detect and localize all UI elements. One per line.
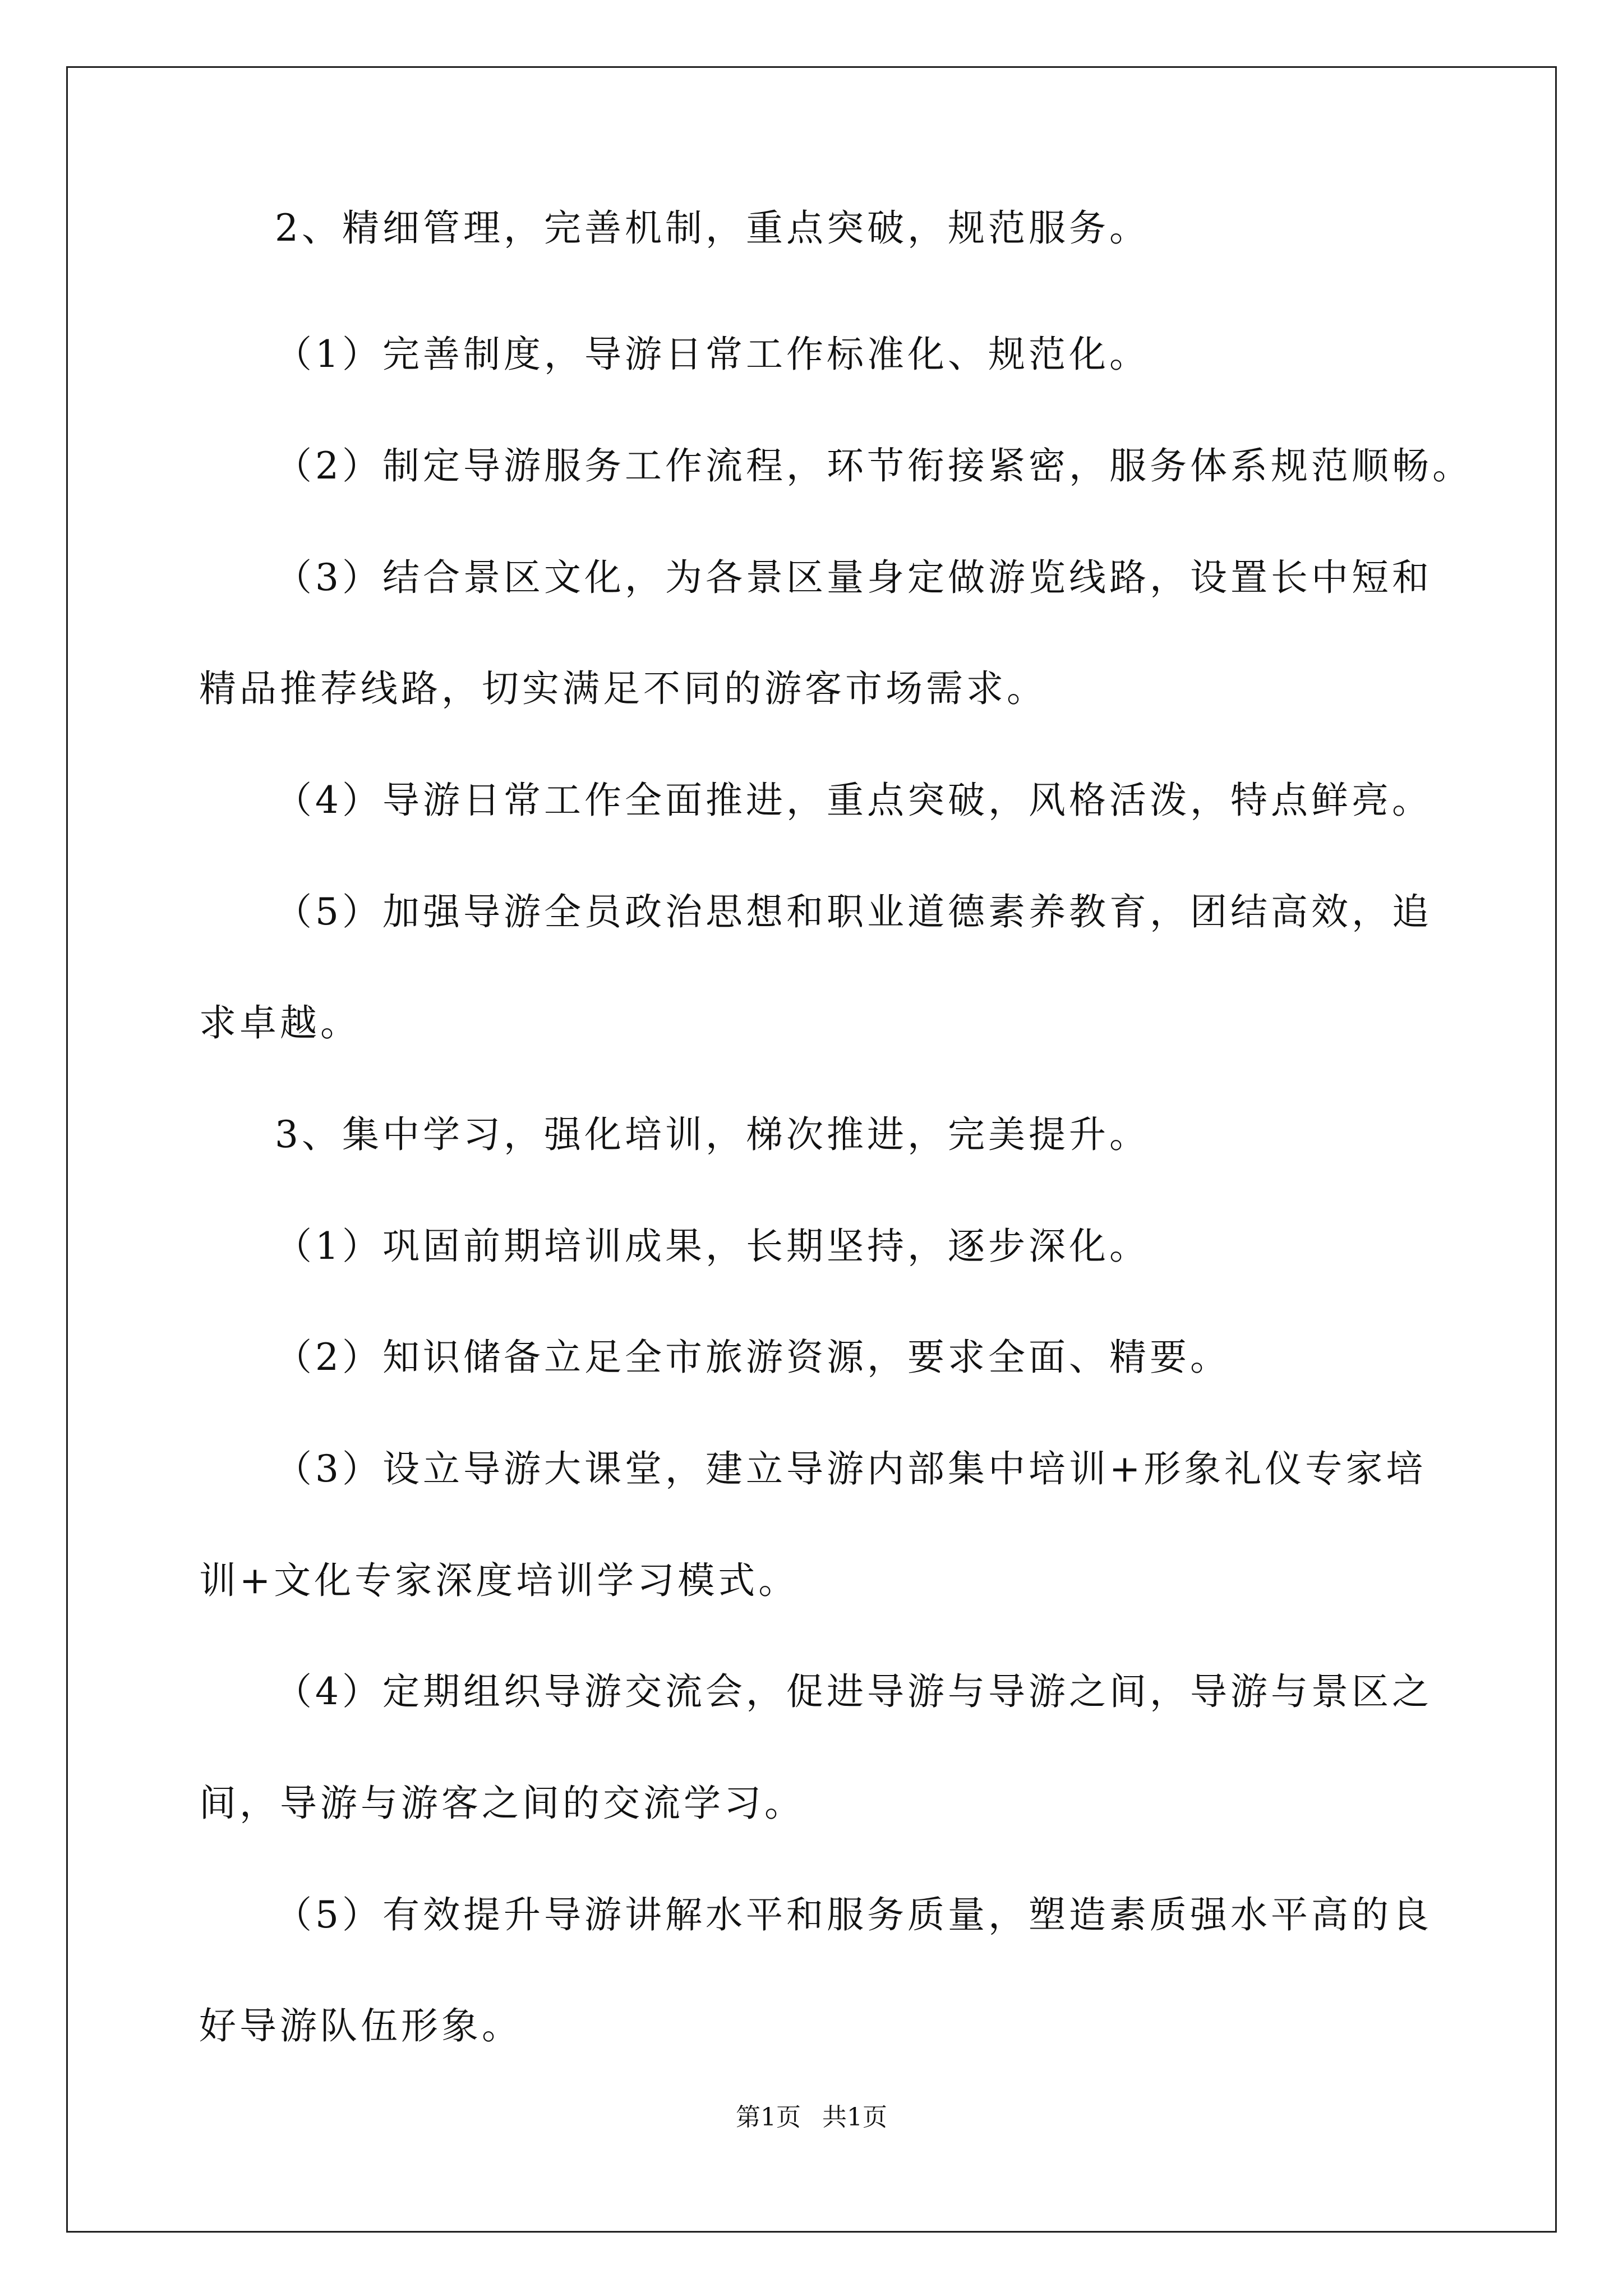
paragraph-line: 训+文化专家深度培训学习模式。 <box>199 1559 799 1602</box>
paragraph-line: （2）知识储备立足全市旅游资源，要求全面、精要。 <box>275 1336 1230 1379</box>
paragraph-line: 求卓越。 <box>199 1001 361 1045</box>
paragraph-line: （2）制定导游服务工作流程，环节衔接紧密，服务体系规范顺畅。 <box>275 444 1473 487</box>
paragraph-line: （1）巩固前期培训成果，长期坚持，逐步深化。 <box>275 1225 1150 1268</box>
page-number-total: 共1页 <box>822 2103 887 2132</box>
paragraph-line: （5）有效提升导游讲解水平和服务质量，塑造素质强水平高的良 <box>275 1893 1432 1936</box>
paragraph-line: （4）导游日常工作全面推进，重点突破，风格活泼，特点鲜亮。 <box>275 779 1432 822</box>
paragraph-line: （1）完善制度，导游日常工作标准化、规范化。 <box>275 333 1150 376</box>
paragraph-line: （5）加强导游全员政治思想和职业道德素养教育，团结高效，追 <box>275 890 1432 933</box>
paragraph-line: 精品推荐线路，切实满足不同的游客市场需求。 <box>199 667 1047 710</box>
heading-section-2: 2、精细管理，完善机制，重点突破，规范服务。 <box>275 206 1150 250</box>
heading-section-3: 3、集中学习，强化培训，梯次推进，完美提升。 <box>275 1113 1150 1156</box>
page-footer <box>0 2101 1623 2134</box>
paragraph-line: （3）结合景区文化，为各景区量身定做游览线路，设置长中短和 <box>275 556 1432 599</box>
paragraph-line: 好导游队伍形象。 <box>199 2004 522 2047</box>
paragraph-line: （4）定期组织导游交流会，促进导游与导游之间，导游与景区之 <box>275 1670 1432 1713</box>
page-number-current: 第1页 <box>736 2103 801 2132</box>
paragraph-line: 间，导游与游客之间的交流学习。 <box>199 1782 805 1825</box>
paragraph-line: （3）设立导游大课堂，建立导游内部集中培训+形象礼仪专家培 <box>275 1447 1427 1490</box>
